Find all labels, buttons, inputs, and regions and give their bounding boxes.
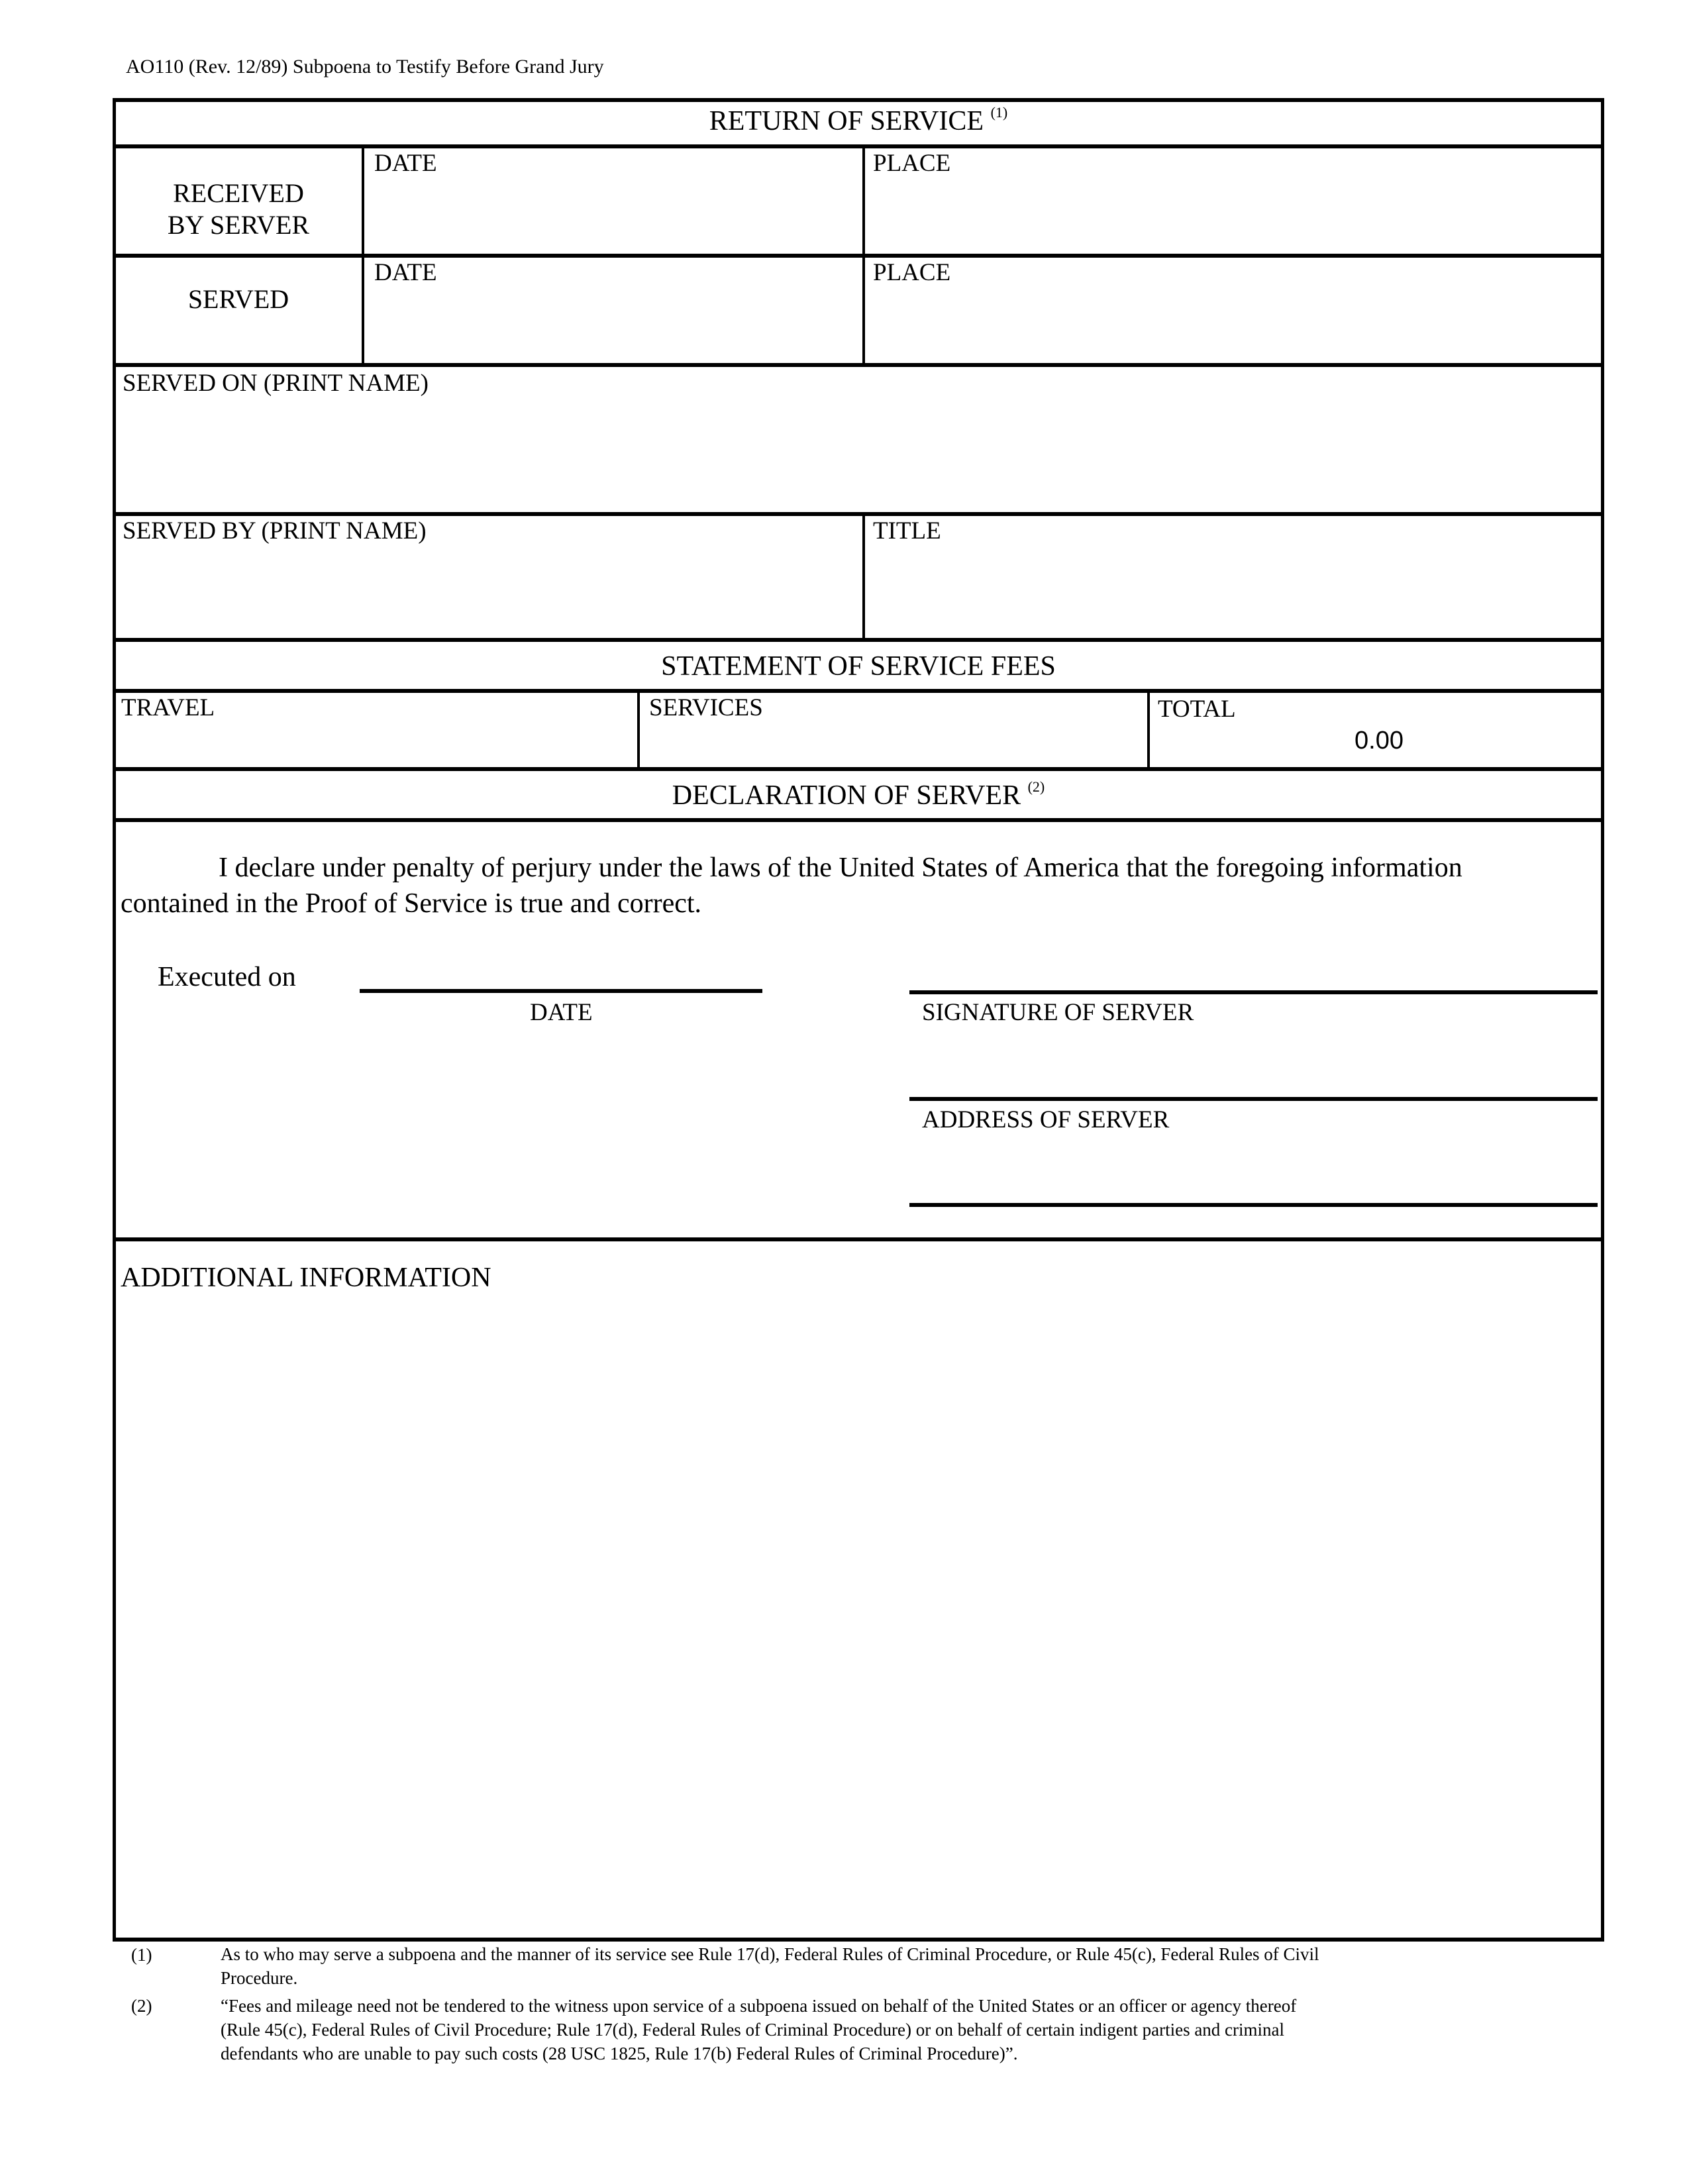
total-value: 0.00 (1355, 727, 1404, 754)
served-by-label: SERVED BY (PRINT NAME) (123, 517, 427, 545)
served-date-label: DATE (374, 259, 437, 286)
divider (113, 98, 1604, 102)
divider (1147, 690, 1150, 768)
declaration-line-2: contained in the Proof of Service is true and correct. (121, 888, 702, 919)
divider (113, 254, 1604, 258)
footnote-1 (221, 1942, 1605, 1990)
address-caption: ADDRESS OF SERVER (922, 1106, 1170, 1133)
additional-information-label: ADDITIONAL INFORMATION (121, 1263, 491, 1293)
return-of-service-title: RETURN OF SERVICE (709, 106, 984, 136)
travel-label: TRAVEL (121, 694, 215, 721)
divider (113, 767, 1604, 771)
served-on-label: SERVED ON (PRINT NAME) (123, 370, 429, 397)
footnote-2-line-1: “Fees and mileage need not be tendered to the witness upon service of a subpoena issued on behalf of the United States or an officer or agency thereof (221, 1996, 1297, 2016)
divider (113, 144, 1604, 148)
served-place-field[interactable] (871, 288, 1596, 356)
footnote-2-line-3: defendants who are unable to pay such costs (28 USC 1825, Rule 17(b) Federal Rules of Criminal Procedure)”. (221, 2044, 1018, 2063)
footnote-ref-1: (1) (990, 104, 1008, 121)
date-caption: DATE (530, 999, 593, 1026)
footnote-2-line-2: (Rule 45(c), Federal Rules of Civil Procedure; Rule 17(d), Federal Rules of Criminal Procedure) or on behalf of certain indigent parties and criminal (221, 2020, 1285, 2040)
served-row-label: SERVED (187, 284, 289, 314)
declaration-line-1: I declare under penalty of perjury under the laws of the United States of America that the foregoing information (219, 853, 1462, 883)
footnote-2-marker: (2) (131, 1996, 152, 2016)
served-on-field[interactable] (123, 404, 1592, 505)
services-label: SERVICES (649, 694, 763, 721)
executed-date-line[interactable] (360, 989, 762, 993)
received-place-label: PLACE (873, 150, 951, 177)
divider (113, 512, 1604, 516)
divider (113, 689, 1604, 693)
footnote-2 (221, 1994, 1605, 2065)
divider (113, 363, 1604, 367)
served-by-field[interactable] (123, 550, 857, 634)
services-field[interactable] (648, 725, 1144, 763)
declaration-header (113, 778, 1604, 811)
served-date-field[interactable] (371, 288, 860, 356)
declaration-statement (121, 850, 1598, 921)
total-label: TOTAL (1158, 696, 1236, 723)
signature-caption: SIGNATURE OF SERVER (922, 999, 1194, 1026)
form-identifier: AO110 (Rev. 12/89) Subpoena to Testify Before Grand Jury (126, 56, 604, 78)
divider (113, 1237, 1604, 1241)
divider (113, 818, 1604, 822)
title-label: TITLE (873, 517, 941, 545)
travel-field[interactable] (121, 725, 634, 763)
address-line-1[interactable] (909, 1097, 1598, 1101)
footnote-1-line-2: Procedure. (221, 1968, 298, 1988)
divider (862, 513, 865, 639)
declaration-title: DECLARATION OF SERVER (672, 780, 1021, 811)
footnote-1-marker: (1) (131, 1945, 152, 1965)
footnote-ref-2: (2) (1027, 778, 1045, 795)
service-fees-header: STATEMENT OF SERVICE FEES (661, 651, 1056, 682)
additional-information-field[interactable] (121, 1305, 1594, 1930)
return-of-service-header (113, 104, 1604, 136)
executed-on-label: Executed on (158, 962, 296, 992)
footnote-1-line-1: As to who may serve a subpoena and the manner of its service see Rule 17(d), Federal Rules of Criminal Procedure, or Rule 45(c), Federal Rules of Civil (221, 1944, 1319, 1964)
received-date-label: DATE (374, 150, 437, 177)
divider (637, 690, 640, 768)
divider (113, 638, 1604, 642)
received-place-field[interactable] (871, 179, 1596, 246)
received-label-line1: RECEIVED (173, 178, 304, 208)
served-place-label: PLACE (873, 259, 951, 286)
received-by-server-row-label (116, 178, 361, 241)
divider (113, 1938, 1604, 1942)
address-line-2[interactable] (909, 1203, 1598, 1207)
received-date-field[interactable] (371, 179, 860, 246)
received-label-line2: BY SERVER (167, 210, 310, 240)
title-field[interactable] (871, 550, 1596, 634)
signature-line[interactable] (909, 990, 1598, 994)
